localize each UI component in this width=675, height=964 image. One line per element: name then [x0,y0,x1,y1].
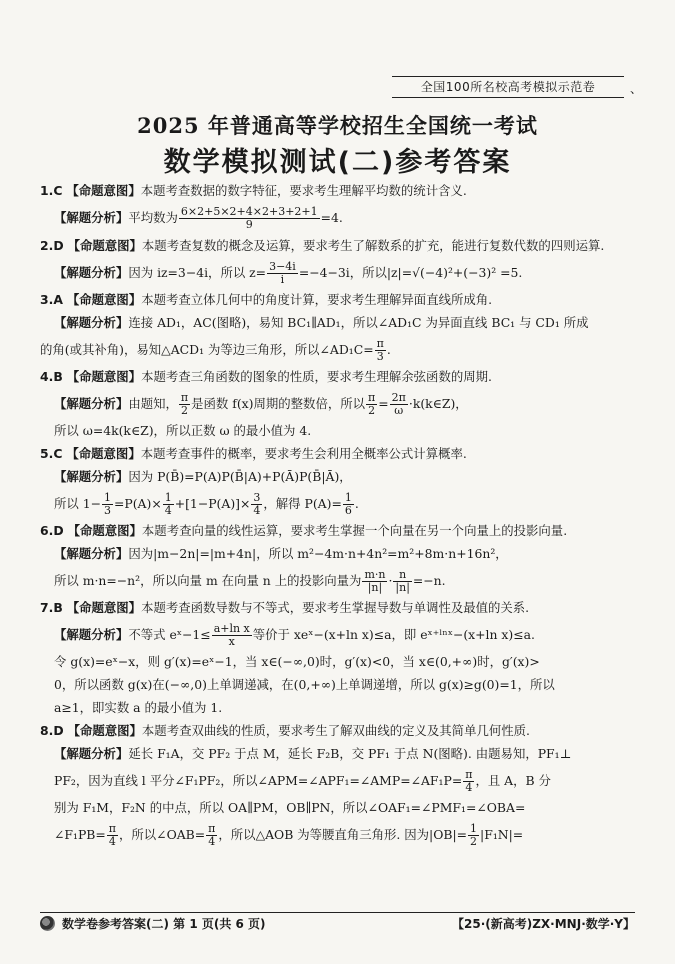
fraction: $\frac{\pi}{2}$ [368,391,376,417]
analysis-text: +[1−P(A)]× [174,496,251,511]
intent-text: 本题考查三角函数的图象的性质，要求考生理解余弦函数的周期. [141,369,492,384]
question-6 [40,521,630,594]
analysis-text: 所以 m·n=−n²，所以向量 m 在向量 n 上的投影向量为 [54,573,362,588]
intent-label: 【命题意图】 [67,523,142,538]
analysis-text: =−n. [412,573,446,588]
analysis-text: 0，所以函数 g(x)在(−∞,0)上单调递减，在(0,+∞)上单调递增，所以 g(x)≥g(0)=1，所以 [54,677,555,692]
analysis-text: 的角(或其补角)，易知△ACD₁ 为等边三角形，所以∠AD₁C= [40,342,374,357]
intent-label: 【命题意图】 [66,183,141,198]
exam-title: 2025 年普通高等学校招生全国统一考试 [137,113,538,138]
analysis-text: ，所以∠OAB= [119,827,206,842]
analysis-label: 【解题分析】 [54,396,129,411]
analysis-text: . [386,342,391,357]
analysis-label: 【解题分析】 [54,746,129,761]
intent-label: 【命题意图】 [67,238,142,253]
answer-number: 2.D [40,238,64,253]
intent-text: 本题考查事件的概率，要求考生会利用全概率公式计算概率. [140,446,467,461]
analysis-text: 是函数 f(x)周期的整数倍，所以 [191,396,366,411]
answer-number: 8.D [40,723,64,738]
fraction: $\frac{3-4i}{i}$ [269,260,296,286]
fraction: $\frac{\pi}{2}$ [180,391,189,417]
analysis-text: 因为 P(B̄)=P(A)P(B̄|A)+P(Ā)P(B̄|Ā)， [128,469,352,484]
fraction: $\frac{3}{4}$ [253,491,261,517]
analysis-label: 【解题分析】 [54,315,129,330]
question-5 [40,444,630,517]
intent-label: 【命题意图】 [67,723,142,738]
fraction: $\frac{\pi}{4}$ [208,822,216,848]
question-2 [40,235,630,286]
intent-label: 【命题意图】 [66,600,142,615]
analysis-text: 所以 ω=4k(k∈Z)，所以正数 ω 的最小值为 4. [54,423,312,438]
intent-label: 【命题意图】 [66,369,142,384]
analysis-text: =−4−3i，所以|z|=√(−4)²+(−3)² =5. [298,265,523,280]
analysis-label: 【解题分析】 [54,210,129,225]
analysis-text: ，解得 P(A)= [263,496,342,511]
publisher-logo-icon [40,916,55,931]
analysis-text: PF₂，因为直线 l 平分∠F₁PF₂，所以∠APM=∠APF₁=∠AMP=∠AF₁P= [54,773,463,788]
analysis-text: =4. [320,210,343,225]
footer-code: 【25·(新高考)ZX·MNJ·数学·Y】 [452,917,635,931]
analysis-text: ∠F₁PB= [54,827,106,842]
question-1 [40,181,630,231]
question-4 [40,367,630,441]
analysis-text: ·k(k∈Z)， [408,396,468,411]
analysis-text: a≥1，即实数 a 的最小值为 1. [54,700,223,715]
series-tag: 全国100所名校高考模拟示范卷 [392,76,624,98]
analysis-text: ，所以△AOB 为等腰直角三角形. 因为|OB|= [218,827,468,842]
fraction: $\frac{m\cdot n}{|n|}$ [364,568,386,594]
fraction: $\frac{\text{a+ln x}}{x}$ [213,622,250,648]
fraction: $\frac{\pi}{4}$ [108,822,117,848]
answer-number: 1.C [40,183,63,198]
answer-number: 5.C [40,446,63,461]
intent-text: 本题考查复数的概念及运算，要求考生了解数系的扩充，能进行复数代数的四则运算. [141,238,605,253]
analysis-text: 因为|m−2n|=|m+4n|，所以 m²−4m·n+4n²=m²+8m·n+16n²， [128,546,508,561]
document-title: 数学模拟测试(二)参考答案 [163,147,512,178]
analysis-text: 不等式 eˣ−1≤ [128,627,211,642]
answer-number: 7.B [40,600,63,615]
question-3 [40,290,630,363]
analysis-text: ，且 A，B 分 [475,773,551,788]
analysis-label: 【解题分析】 [54,469,129,484]
analysis-text: 平均数为 [128,210,178,225]
analysis-text: 延长 F₁A，交 PF₂ 于点 M，延长 F₂B，交 PF₁ 于点 N(图略). 由题易知，PF₁⊥ [128,746,572,761]
footer-page-info: 数学卷参考答案(二) 第 1 页(共 6 页) [62,917,266,931]
fraction: $\frac{1}{6}$ [344,491,352,517]
corner-mark: 、 [630,82,643,96]
fraction: $\frac{1}{3}$ [104,491,111,517]
intent-label: 【命题意图】 [66,292,142,307]
intent-text: 本题考查向量的线性运算，要求考生掌握一个向量在另一个向量上的投影向量. [141,523,568,538]
intent-label: 【命题意图】 [66,446,141,461]
intent-text: 本题考查函数导数与不等式，要求考生掌握导数与单调性及最值的关系. [141,600,530,615]
fraction: $\frac{2\pi}{\omega}$ [391,391,406,417]
page-footer [40,912,635,935]
analysis-text: |F₁N|= [480,827,524,842]
analysis-text: = [378,396,389,411]
question-8 [40,721,630,848]
intent-text: 本题考查立体几何中的角度计算，要求考生理解异面直线所成角. [141,292,493,307]
fraction: $\frac{\pi}{4}$ [465,768,473,794]
analysis-text: 因为 iz=3−4i，所以 z= [128,265,267,280]
fraction: $\frac{1}{4}$ [164,491,172,517]
analysis-label: 【解题分析】 [54,627,129,642]
analysis-text: 所以 1− [54,496,101,511]
intent-text: 本题考查双曲线的性质，要求考生了解双曲线的定义及其简单几何性质. [141,723,530,738]
answer-number: 6.D [40,523,64,538]
analysis-text: 连接 AD₁，AC(图略)，易知 BC₁∥AD₁，所以∠AD₁C 为异面直线 BC₁ 与 CD₁ 所成 [128,315,589,330]
answer-list [40,178,630,852]
answer-number: 3.A [40,292,63,307]
analysis-label: 【解题分析】 [54,546,129,561]
question-7 [40,598,630,718]
analysis-label: 【解题分析】 [54,265,129,280]
fraction: $\frac{1}{2}$ [470,822,478,848]
answer-number: 4.B [40,369,63,384]
analysis-text: . [354,496,359,511]
analysis-text: 别为 F₁M，F₂N 的中点，所以 OA∥PM，OB∥PN，所以∠OAF₁=∠PMF₁=∠OBA= [54,800,526,815]
analysis-text: 令 g(x)=eˣ−x，则 g′(x)=eˣ−1，当 x∈(−∞,0)时，g′(x)<0，当 x∈(0,+∞)时，g′(x)> [54,654,540,669]
fraction: $\frac{\pi}{3}$ [376,337,384,363]
analysis-text: =P(A)× [114,496,162,511]
fraction: $\frac{6\times 2+5\times 2+4\times 2+3+2+1}{9}$ [180,205,318,231]
analysis-text: · [388,573,393,588]
analysis-text: 由题知， [128,396,178,411]
fraction: $\frac{n}{|n|}$ [395,568,410,594]
intent-text: 本题考查数据的数字特征，要求考生理解平均数的统计含义. [140,183,467,198]
analysis-text: 等价于 xeˣ−(x+ln x)≤a，即 eˣ⁺ˡⁿˣ−(x+ln x)≤a. [252,627,535,642]
